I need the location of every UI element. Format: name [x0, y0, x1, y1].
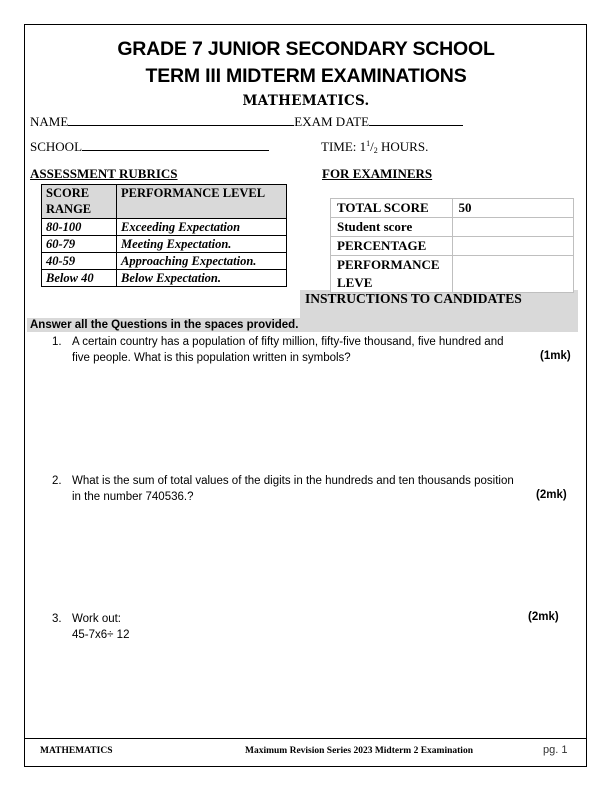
question-text-line1: A certain country has a population of fifty million, fifty-five thousand, five hundred and: [72, 336, 504, 348]
exam-date-label: EXAM DATE: [294, 114, 370, 129]
examiners-table: [330, 198, 574, 293]
school-field[interactable]: [30, 139, 269, 155]
instructions-shade-lower: [300, 318, 578, 332]
title-line-2: TERM III MIDTERM EXAMINATIONS: [145, 65, 467, 87]
exam-date-blank[interactable]: [369, 115, 463, 126]
total-score-value: 50: [452, 199, 574, 218]
school-label: SCHOOL: [30, 139, 83, 154]
performance-level-value[interactable]: [452, 256, 574, 293]
student-score-value[interactable]: [452, 218, 574, 237]
question-3-marks: (2mk): [528, 611, 559, 623]
time-info: TIME: $1^1/2$ HOURS.: [321, 139, 429, 155]
rubrics-table: [41, 184, 287, 287]
question-expression: 45-7x6÷ 12: [72, 629, 130, 641]
percentage-value[interactable]: [452, 237, 574, 256]
table-row: 60-79 Meeting Expectation.: [42, 236, 287, 253]
performance-level-header: PERFORMANCE LEVEL: [117, 185, 287, 219]
table-row: 80-100 Exceeding Expectation: [42, 219, 287, 236]
for-examiners-heading: FOR EXAMINERS: [322, 166, 433, 181]
table-row: Student score: [331, 218, 574, 237]
name-field[interactable]: [30, 114, 463, 130]
question-number: 3.: [52, 613, 62, 625]
table-row: 40-59 Approaching Expectation.: [42, 253, 287, 270]
question-1-marks: (1mk): [540, 350, 571, 362]
question-number: 2.: [52, 475, 62, 487]
footer-divider: [24, 738, 587, 739]
question-text-line1: Work out:: [72, 613, 121, 625]
question-2-marks: (2mk): [536, 489, 567, 501]
question-text-line2: five people. What is this population written in symbols?: [72, 352, 351, 364]
footer-series: Maximum Revision Series 2023 Midterm 2 Examination: [245, 746, 473, 756]
table-row: PERFORMANCE LEVE: [331, 256, 574, 293]
table-row: Below 40 Below Expectation.: [42, 270, 287, 287]
question-text-line2: in the number 740536.?: [72, 491, 194, 503]
school-blank[interactable]: [82, 140, 269, 151]
table-row: PERCENTAGE: [331, 237, 574, 256]
question-number: 1.: [52, 336, 62, 348]
table-row: TOTAL SCORE 50: [331, 199, 574, 218]
name-blank[interactable]: [68, 115, 294, 126]
instructions-text: Answer all the Questions in the spaces provided.: [30, 319, 299, 331]
page-number: pg. 1: [543, 744, 568, 756]
footer-subject: MATHEMATICS: [40, 746, 113, 756]
subject-title: MATHEMATICS.: [242, 93, 370, 109]
instructions-heading: INSTRUCTIONS TO CANDIDATES: [305, 291, 522, 306]
question-text-line1: What is the sum of total values of the digits in the hundreds and ten thousands position: [72, 475, 514, 487]
rubrics-header-row: [42, 185, 287, 219]
assessment-rubrics-heading: ASSESSMENT RUBRICS: [30, 166, 178, 181]
title-line-1: GRADE 7 JUNIOR SECONDARY SCHOOL: [117, 38, 495, 60]
name-label: NAME: [30, 114, 69, 129]
score-range-header: SCORE RANGE: [42, 185, 117, 219]
page-border: [24, 24, 587, 767]
